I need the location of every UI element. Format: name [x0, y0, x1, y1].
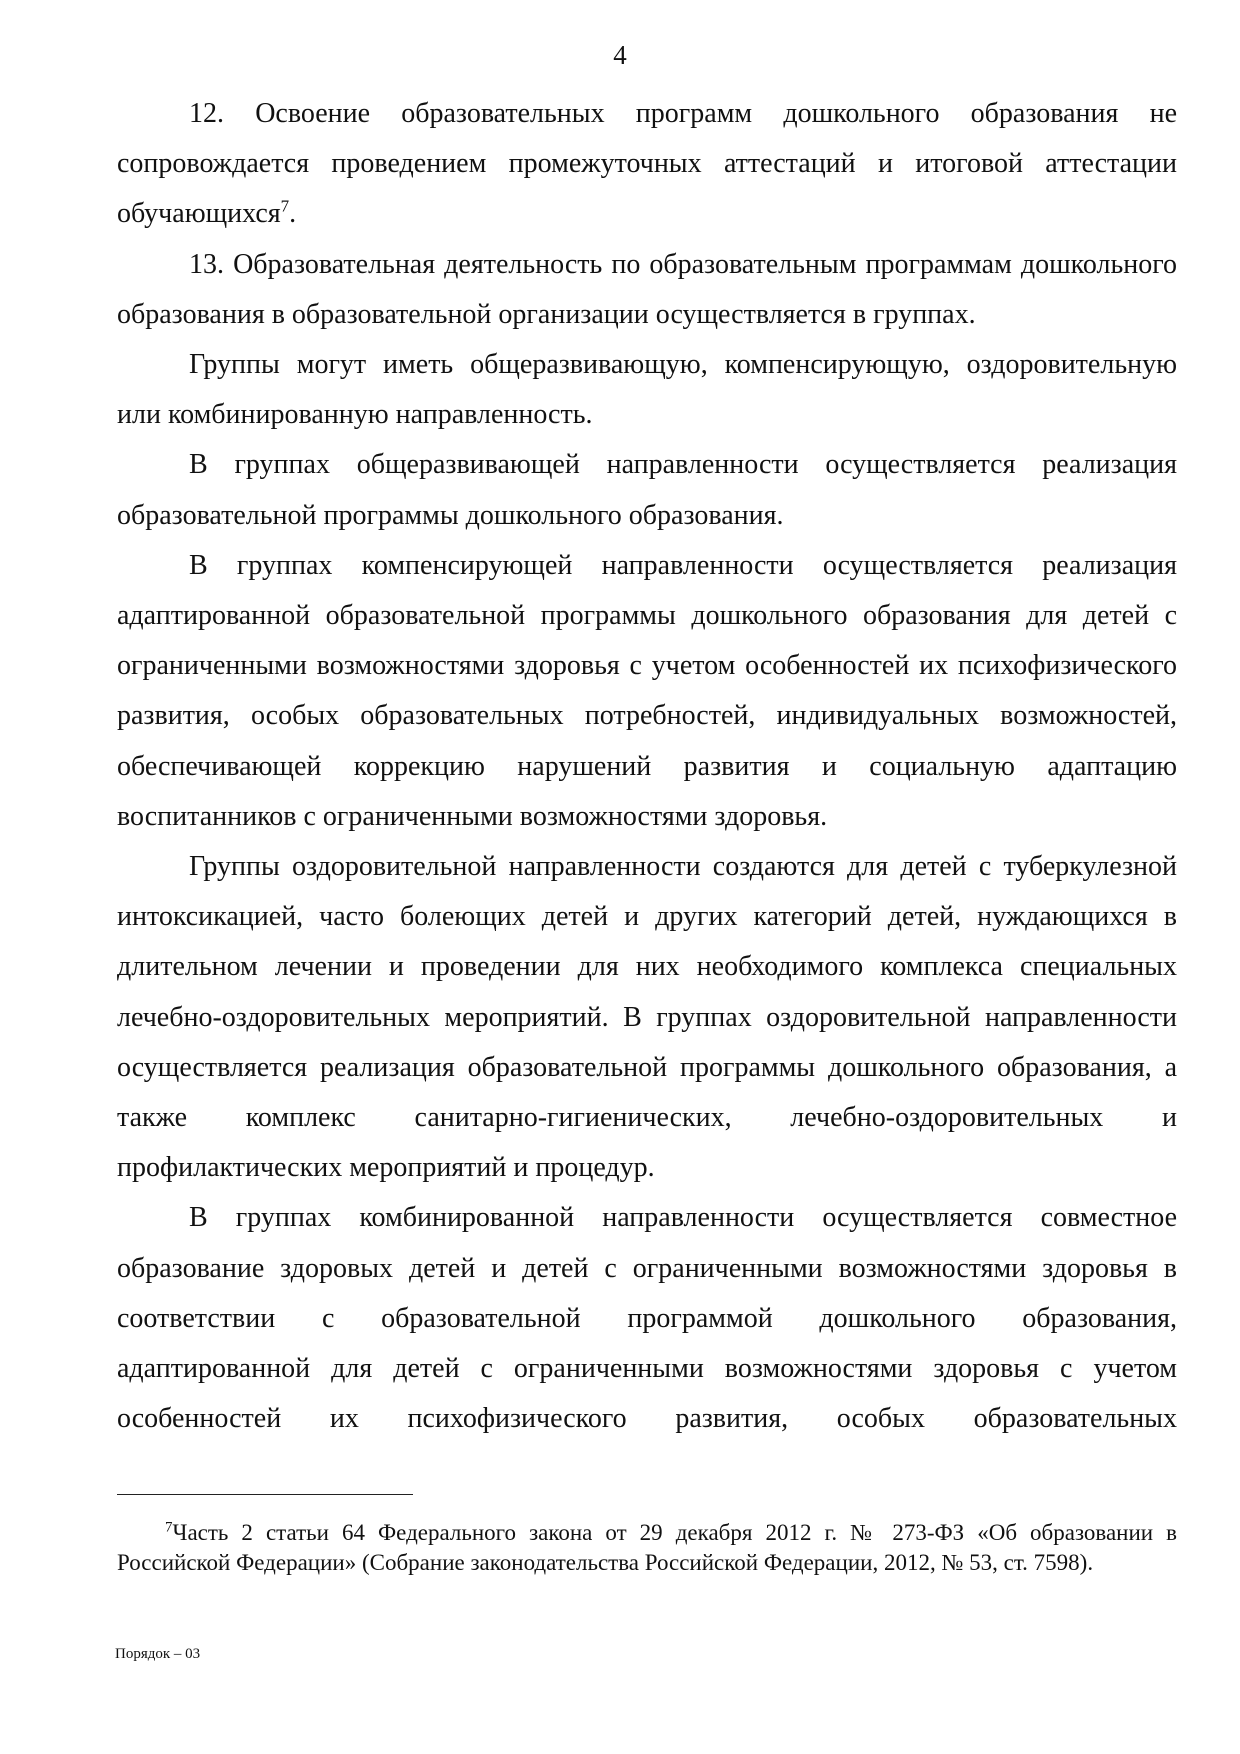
- paragraph-group-types: Группы могут иметь общеразвивающую, компенсирующую, оздоровительную или комбинированную направленность.: [117, 349, 1177, 431]
- footnote-text: Часть 2 статьи 64 Федерального закона от 29 декабря 2012 г. № 273-ФЗ «Об образовании в Российской Федерации» (Собрание законодательства Российской Федерации, 2012, № 53, ст. 7598).: [117, 1520, 1177, 1575]
- paragraph-13: 13. Образовательная деятельность по образовательным программам дошкольного образования в образовательной организации осуществляется в группах.: [117, 248, 1177, 330]
- paragraph-general-groups: В группах общеразвивающей направленности осуществляется реализация образовательной программы дошкольного образования.: [117, 449, 1177, 531]
- paragraph-12: [117, 89, 1177, 240]
- footnote-marker: 7: [165, 1519, 173, 1536]
- paragraph-combined-groups: В группах комбинированной направленности осуществляется совместное образование здоровых детей и детей с ограниченными возможностями здоровья в соответствии с образовательной программой дошкольного образования, адаптированной для детей с ограниченными возможностями здоровья с учетом особенностей их психофизического развития, особых образовательных: [117, 1202, 1177, 1435]
- footer-document-code: Порядок – 03: [115, 1646, 201, 1662]
- paragraph-health-groups: Группы оздоровительной направленности создаются для детей с туберкулезной интоксикацией, часто болеющих детей и других категорий детей, нуждающихся в длительном лечении и проведении для них необходимого комплекса специальных лечебно-оздоровительных мероприятий. В группах оздоровительной направленности осуществляется реализация образовательной программы дошкольного образования, а также комплекс санитарно-гигиенических, лечебно-оздоровительных и профилактических мероприятий и процедур.: [117, 851, 1177, 1184]
- footnote: [117, 1518, 1177, 1578]
- footnote-separator: [117, 1494, 413, 1495]
- page-number: 4: [613, 40, 627, 70]
- paragraph-text: 12. Освоение образовательных программ дошкольного образования не сопровождается проведением промежуточных аттестаций и итоговой аттестации обучающихся: [117, 98, 1177, 230]
- body-text: [117, 89, 1177, 1444]
- paragraph-tail: .: [289, 198, 297, 230]
- footnote-reference[interactable]: 7: [280, 197, 290, 217]
- paragraph-compensating-groups: В группах компенсирующей направленности осуществляется реализация адаптированной образовательной программы дошкольного образования для детей с ограниченными возможностями здоровья с учетом особенностей их психофизического развития, особых образовательных потребностей, индивидуальных возможностей, обеспечивающей коррекцию нарушений развития и социальную адаптацию воспитанников с ограниченными возможностями здоровья.: [117, 549, 1177, 832]
